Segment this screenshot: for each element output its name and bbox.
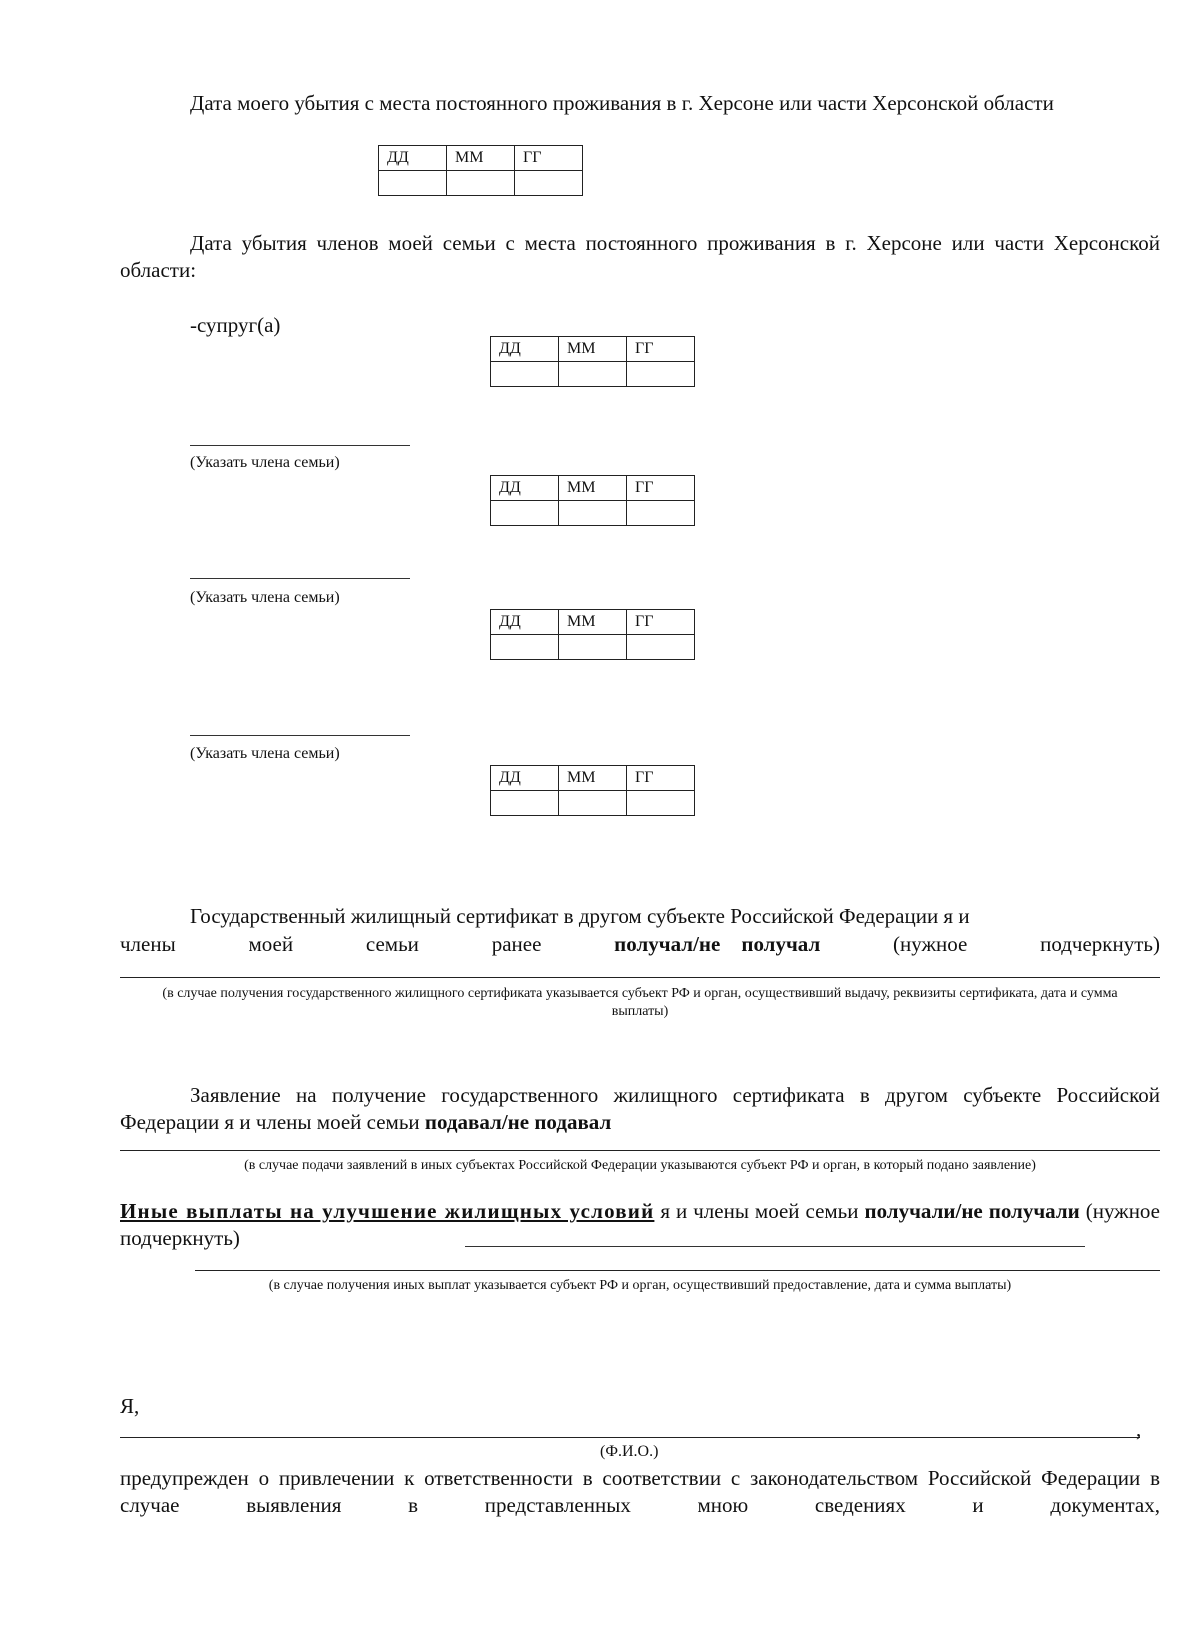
- date-month-field[interactable]: [559, 501, 627, 526]
- other-payments-title: Иные выплаты на улучшение жилищных условий: [120, 1199, 655, 1223]
- date-month-field[interactable]: [559, 362, 627, 387]
- application-fill-line[interactable]: [120, 1150, 1160, 1151]
- date-box-member-3[interactable]: [490, 765, 695, 816]
- certificate-fill-line[interactable]: [120, 977, 1160, 978]
- other-payments-fill-line[interactable]: [195, 1270, 1160, 1271]
- member-name-line[interactable]: [190, 445, 410, 446]
- other-payments-tail: (нужное подчеркнуть): [120, 1199, 1161, 1250]
- date-year-field[interactable]: [627, 501, 695, 526]
- date-year-header: ГГ: [627, 766, 695, 791]
- submitted-option[interactable]: подавал/не подавал: [424, 1110, 612, 1134]
- date-year-header: ГГ: [627, 610, 695, 635]
- date-day-field[interactable]: [491, 362, 559, 387]
- date-month-header: ММ: [559, 610, 627, 635]
- departure-self-text: Дата моего убытия с места постоянного проживания в г. Херсоне или части Херсонской области: [190, 91, 1054, 115]
- cert-word: ранее: [491, 932, 542, 956]
- other-payments-text: [120, 1198, 1160, 1252]
- received-payments-option[interactable]: получали/не получали: [864, 1199, 1080, 1223]
- date-month-header: ММ: [559, 766, 627, 791]
- certificate-line-2: [120, 931, 1160, 958]
- member-label: (Указать члена семьи): [190, 745, 340, 762]
- application-note: (в случае подачи заявлений в иных субъектах Российской Федерации указываются субъект РФ и орган, в который подано заявление): [244, 1158, 1036, 1173]
- date-day-header: ДД: [491, 610, 559, 635]
- certificate-note: (в случае получения государственного жилищного сертификата указывается субъект РФ и орган, осуществивший выдачу, реквизиты сертификата, дата и сумма выплаты): [162, 986, 1118, 1019]
- departure-family-text: Дата убытия членов моей семьи с места постоянного проживания в г. Херсоне или части Херсонской области:: [120, 231, 1160, 282]
- other-payments-note: (в случае получения иных выплат указывается субъект РФ и орган, осуществивший предоставление, дата и сумма выплаты): [268, 1278, 1012, 1293]
- date-month-header: ММ: [559, 337, 627, 362]
- date-box-self[interactable]: [378, 145, 583, 196]
- date-day-field[interactable]: [491, 635, 559, 660]
- date-day-header: ДД: [491, 766, 559, 791]
- spouse-label: -супруг(а): [190, 313, 281, 337]
- date-box-member-1[interactable]: [490, 475, 695, 526]
- date-month-header: ММ: [559, 476, 627, 501]
- cert-word: подчеркнуть): [1040, 932, 1160, 956]
- declaration-ya: Я,: [120, 1394, 140, 1418]
- declaration-text: предупрежден о привлечении к ответственности в соответствии с законодательством Российской Федерации в случае выявления в представленных мною сведениях и документах,: [120, 1466, 1160, 1517]
- certificate-line-1: Государственный жилищный сертификат в другом субъекте Российской Федерации я и: [190, 904, 970, 928]
- date-box-spouse[interactable]: [490, 336, 695, 387]
- cert-word: (нужное: [893, 932, 968, 956]
- date-box-member-2[interactable]: [490, 609, 695, 660]
- cert-word: моей: [248, 932, 294, 956]
- fio-line[interactable]: [120, 1437, 1140, 1438]
- date-year-header: ГГ: [627, 337, 695, 362]
- date-month-field[interactable]: [559, 791, 627, 816]
- date-month-header: ММ: [447, 146, 515, 171]
- cert-word: члены: [120, 932, 176, 956]
- application-text: [120, 1082, 1160, 1136]
- member-label: (Указать члена семьи): [190, 589, 340, 606]
- date-day-header: ДД: [379, 146, 447, 171]
- date-year-field[interactable]: [627, 362, 695, 387]
- date-day-header: ДД: [491, 476, 559, 501]
- declaration-comma: ,: [1136, 1417, 1142, 1441]
- date-day-field[interactable]: [491, 791, 559, 816]
- date-year-field[interactable]: [627, 635, 695, 660]
- member-name-line[interactable]: [190, 735, 410, 736]
- date-day-header: ДД: [491, 337, 559, 362]
- other-payments-inline-line[interactable]: [465, 1246, 1085, 1247]
- member-name-line[interactable]: [190, 578, 410, 579]
- cert-word: семьи: [365, 932, 419, 956]
- received-option[interactable]: получал/не получал: [614, 932, 821, 956]
- other-payments-mid: я и члены моей семьи: [654, 1199, 865, 1223]
- date-day-field[interactable]: [491, 501, 559, 526]
- date-year-header: ГГ: [627, 476, 695, 501]
- date-year-header: ГГ: [515, 146, 583, 171]
- date-year-field[interactable]: [515, 171, 583, 196]
- member-label: (Указать члена семьи): [190, 454, 340, 471]
- date-month-field[interactable]: [447, 171, 515, 196]
- date-year-field[interactable]: [627, 791, 695, 816]
- fio-label: (Ф.И.О.): [600, 1443, 659, 1460]
- date-month-field[interactable]: [559, 635, 627, 660]
- date-day-field[interactable]: [379, 171, 447, 196]
- application-body: Заявление на получение государственного жилищного сертификата в другом субъекте Российской Федерации я и члены моей семьи: [120, 1083, 1160, 1134]
